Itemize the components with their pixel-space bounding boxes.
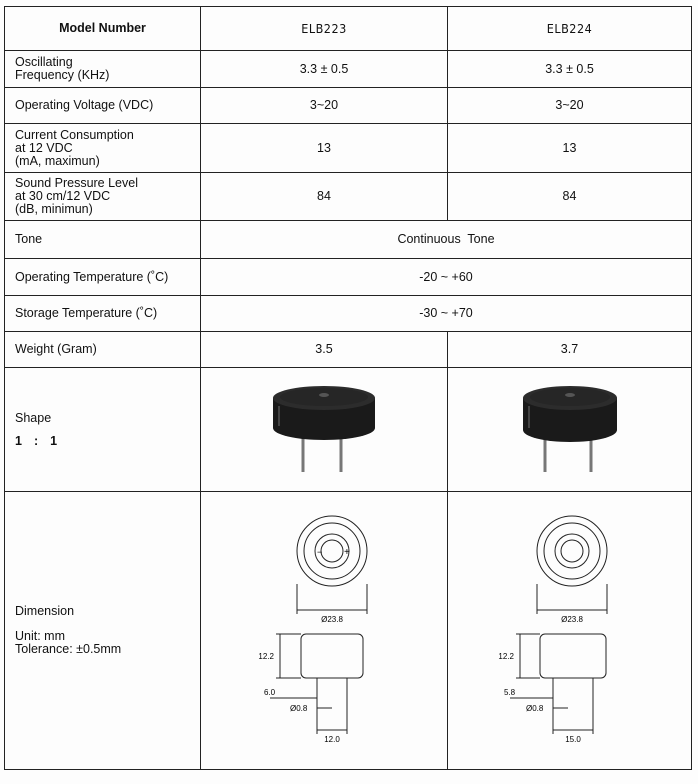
spl-label-line2: at 30 cm/12 VDC (15, 189, 111, 203)
weight-label: Weight (Gram) (5, 332, 201, 368)
current-elb224: 13 (448, 124, 692, 173)
dimension-elb223 (201, 492, 448, 770)
pin-diameter-label-elb223: Ø0.8 (290, 704, 308, 713)
model-elb224: ELB224 (448, 7, 692, 51)
weight-row (5, 332, 692, 368)
shape-scale (15, 435, 200, 448)
storage-temp-value: -30 ~ +70 (201, 296, 692, 332)
spl-label-line3: (dB, minimun) (15, 202, 93, 216)
shape-label-cell (5, 368, 201, 492)
voltage-row (5, 88, 692, 124)
shape-elb224 (448, 368, 692, 492)
current-row (5, 124, 692, 173)
specification-table (4, 6, 692, 770)
height-label-elb223: 12.2 (258, 652, 274, 661)
scale-right: 1 (50, 433, 58, 448)
shape-label: Shape (15, 410, 52, 425)
frequency-row (5, 51, 692, 88)
current-elb223: 13 (201, 124, 448, 173)
frequency-elb223: 3.3 ± 0.5 (201, 51, 448, 88)
weight-elb224: 3.7 (448, 332, 692, 368)
weight-elb223: 3.5 (201, 332, 448, 368)
dimension-elb224 (448, 492, 692, 770)
frequency-label-line1: Oscillating (15, 55, 73, 69)
operating-temp-value: -20 ~ +60 (201, 259, 692, 296)
operating-temp-label: Operating Temperature (˚C) (5, 259, 201, 296)
voltage-elb223: 3~20 (201, 88, 448, 124)
scale-colon: : (33, 433, 39, 448)
svg-text:+: + (344, 547, 350, 558)
pitch-label-elb223: 12.0 (324, 735, 340, 744)
shape-row (5, 368, 692, 492)
current-label-line3: (mA, maximun) (15, 153, 100, 168)
dimension-tolerance: Tolerance: ±0.5mm (15, 642, 122, 656)
spl-label (5, 173, 201, 221)
shape-elb223 (201, 368, 448, 492)
tone-row (5, 221, 692, 259)
diameter-label-elb224: Ø23.8 (560, 615, 583, 624)
operating-temp-row (5, 259, 692, 296)
pin-length-label-elb223: 6.0 (264, 688, 276, 697)
pin-length-label-elb224: 5.8 (503, 688, 515, 697)
current-label-line2: at 12 VDC (15, 140, 73, 155)
dimension-label-cell (5, 492, 201, 770)
spl-elb223: 84 (201, 173, 448, 221)
tone-label: Tone (5, 221, 201, 259)
pin-diameter-label-elb224: Ø0.8 (525, 704, 543, 713)
model-number-header: Model Number (5, 7, 201, 51)
buzzer-photo-elb223 (269, 380, 379, 476)
spl-row (5, 173, 692, 221)
frequency-label-line2: Frequency (KHz) (15, 68, 110, 82)
tone-value: Continuous Tone (201, 221, 692, 259)
dimension-drawing-elb223 (204, 494, 444, 764)
spl-label-line1: Sound Pressure Level (15, 176, 138, 190)
frequency-label (5, 51, 201, 88)
header-row (5, 7, 692, 51)
svg-text:−: − (317, 547, 323, 557)
height-label-elb224: 12.2 (497, 652, 514, 661)
diameter-label-elb223: Ø23.8 (321, 615, 343, 624)
storage-temp-label: Storage Temperature (˚C) (5, 296, 201, 332)
frequency-elb224: 3.3 ± 0.5 (448, 51, 692, 88)
model-elb223: ELB223 (201, 7, 448, 51)
buzzer-photo-elb224 (515, 380, 625, 476)
dimension-label: Dimension (15, 604, 75, 618)
spl-elb224: 84 (448, 173, 692, 221)
storage-temp-row (5, 296, 692, 332)
current-label (5, 124, 201, 173)
dimension-drawing-elb224 (450, 494, 690, 764)
dimension-row (5, 492, 692, 770)
voltage-elb224: 3~20 (448, 88, 692, 124)
voltage-label: Operating Voltage (VDC) (5, 88, 201, 124)
scale-left: 1 (15, 433, 22, 448)
dimension-unit: Unit: mm (15, 629, 65, 643)
current-label-line1: Current Consumption (15, 127, 134, 142)
pitch-label-elb224: 15.0 (564, 735, 581, 744)
